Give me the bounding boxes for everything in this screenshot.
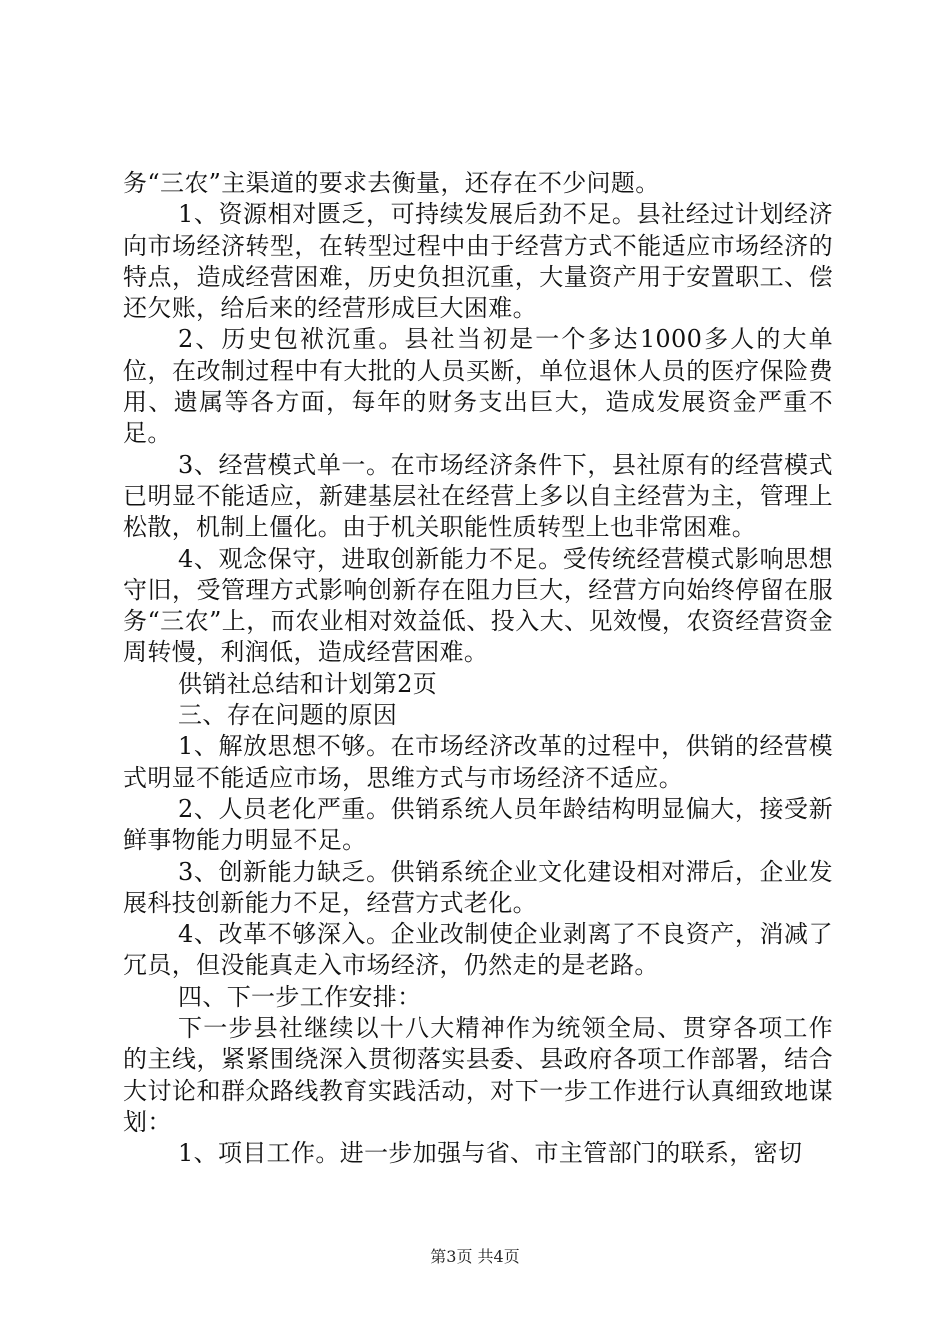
paragraph: 3、创新能力缺乏。供销系统企业文化建设相对滞后，企业发展科技创新能力不足，经营方式老化。 bbox=[123, 857, 833, 917]
paragraph: 3、经营模式单一。在市场经济条件下，县社原有的经营模式已明显不能适应，新建基层社在经营上多以自主经营为主，管理上松散，机制上僵化。由于机关职能性质转型上也非常困难。 bbox=[123, 450, 833, 542]
page-footer: 第3页 共4页 bbox=[430, 1247, 520, 1266]
paragraph: 1、资源相对匮乏，可持续发展后劲不足。县社经过计划经济向市场经济转型，在转型过程中由于经营方式不能适应市场经济的特点，造成经营困难，历史负担沉重，大量资产用于安置职工、偿还欠账，给后来的经营形成巨大困难。 bbox=[123, 200, 833, 323]
paragraph: 4、改革不够深入。企业改制使企业剥离了不良资产，消减了冗员，但没能真走入市场经济，仍然走的是老路。 bbox=[123, 920, 833, 980]
document-body bbox=[123, 168, 833, 1170]
paragraph: 务“三农”主渠道的要求去衡量，还存在不少问题。 bbox=[123, 169, 660, 197]
section-heading: 四、下一步工作安排： bbox=[178, 982, 422, 1011]
paragraph: 下一步县社继续以十八大精神作为统领全局、贯穿各项工作的主线，紧紧围绕深入贯彻落实县委、县政府各项工作部署，结合大讨论和群众路线教育实践活动，对下一步工作进行认真细致地谋划： bbox=[123, 1014, 833, 1136]
paragraph: 2、历史包袱沉重。县社当初是一个多达1000多人的大单位，在改制过程中有大批的人员买断，单位退休人员的医疗保险费用、遗属等各方面，每年的财务支出巨大，造成发展资金严重不足。 bbox=[123, 325, 833, 448]
paragraph: 1、解放思想不够。在市场经济改革的过程中，供销的经营模式明显不能适应市场，思维方式与市场经济不适应。 bbox=[123, 732, 833, 792]
paragraph: 1、项目工作。进一步加强与省、市主管部门的联系，密切 bbox=[178, 1139, 803, 1168]
paragraph: 4、观念保守，进取创新能力不足。受传统经营模式影响思想守旧，受管理方式影响创新存在阻力巨大，经营方向始终停留在服务“三农”上，而农业相对效益低、投入大、见效慢，农资经营资金周转慢，利润低，造成经营困难。 bbox=[123, 544, 833, 667]
paragraph: 供销社总结和计划第2页 bbox=[178, 669, 438, 698]
section-heading: 三、存在问题的原因 bbox=[178, 701, 398, 730]
paragraph: 2、人员老化严重。供销系统人员年龄结构明显偏大，接受新鲜事物能力明显不足。 bbox=[123, 794, 833, 855]
